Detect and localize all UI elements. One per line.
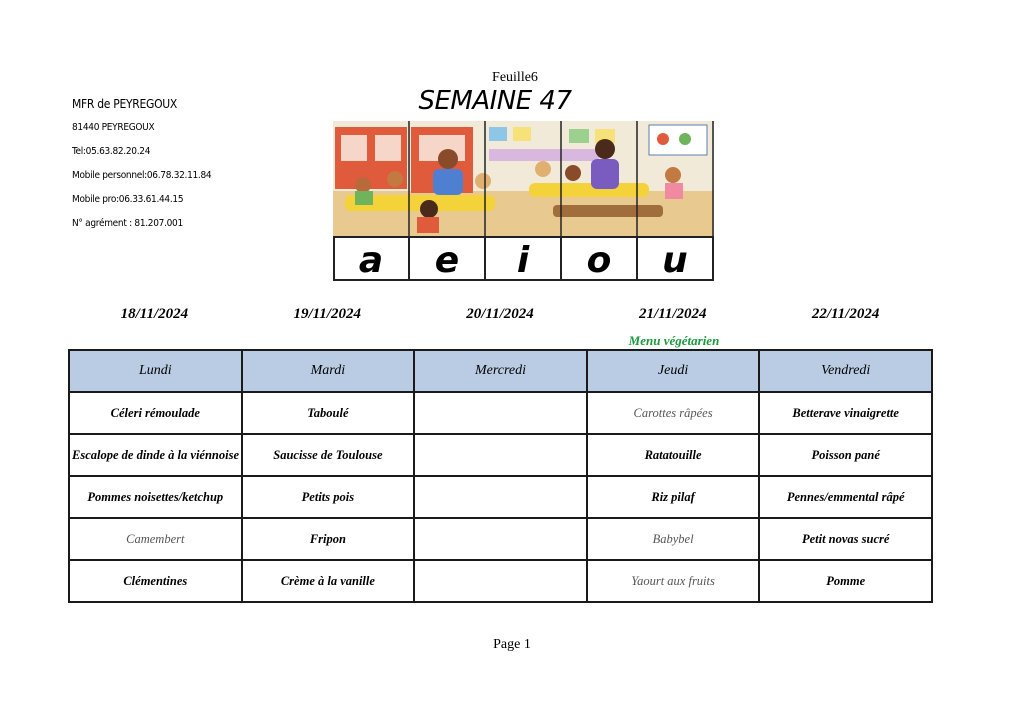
menu-cell [414,560,587,602]
table-row [69,392,932,434]
menu-cell: Ratatouille [587,434,760,476]
vegetarian-note: Menu végétarien [628,333,720,348]
date-friday: 22/11/2024 [811,306,880,322]
menu-cell: Poisson pané [759,434,932,476]
vowel-i: i [516,240,530,281]
vowel-a: a [358,240,384,281]
menu-cell: Taboulé [242,392,415,434]
menu-cell: Pennes/emmental râpé [759,476,932,518]
day-header-tuesday: Mardi [242,350,415,392]
table-row [69,476,932,518]
day-header-friday: Vendredi [759,350,932,392]
table-row [69,434,932,476]
menu-cell: Escalope de dinde à la viénnoise [69,434,242,476]
menu-cell: Petit novas sucré [759,518,932,560]
date-tuesday: 19/11/2024 [293,306,361,322]
menu-cell: Saucisse de Toulouse [242,434,415,476]
menu-cell: Pommes noisettes/ketchup [69,476,242,518]
menu-cell: Betterave vinaigrette [759,392,932,434]
menu-cell: Céleri rémoulade [69,392,242,434]
date-wednesday: 20/11/2024 [466,306,534,322]
day-header-wednesday: Mercredi [414,350,587,392]
menu-cell: Babybel [587,518,760,560]
org-approval: N° agrément : 81.207.001 [72,218,183,229]
menu-cell: Clémentines [69,560,242,602]
menu-cell: Carottes râpées [587,392,760,434]
org-mobile-pro: Mobile pro:06.33.61.44.15 [72,194,184,205]
canteen-illustration [333,121,714,281]
vowel-u: u [662,240,688,281]
contact-block [72,92,211,236]
menu-cell: Crème à la vanille [242,560,415,602]
org-address: 81440 PEYREGOUX [72,122,155,133]
week-title: SEMAINE 47 [418,86,572,116]
day-header-thursday: Jeudi [587,350,760,392]
vowel-o: o [586,240,612,281]
menu-cell: Fripon [242,518,415,560]
menu-cell: Yaourt aux fruits [587,560,760,602]
sheet-title: Feuille6 [492,70,538,85]
date-row [68,306,932,323]
menu-cell: Riz pilaf [587,476,760,518]
org-tel: Tel:05.63.82.20.24 [72,146,151,157]
menu-cell [414,476,587,518]
table-row [69,560,932,602]
menu-header-row [69,350,932,392]
table-row [69,518,932,560]
menu-table [68,349,933,603]
org-name: MFR de PEYREGOUX [72,97,177,111]
date-monday: 18/11/2024 [120,306,189,322]
day-header-monday: Lundi [69,350,242,392]
vowel-e: e [434,240,460,281]
menu-cell [414,434,587,476]
menu-cell: Petits pois [242,476,415,518]
menu-cell [414,518,587,560]
menu-cell: Camembert [69,518,242,560]
date-thursday: 21/11/2024 [639,306,707,322]
page-number: Page 1 [493,637,531,652]
org-mobile-personal: Mobile personnel:06.78.32.11.84 [72,170,212,181]
menu-cell: Pomme [759,560,932,602]
menu-cell [414,392,587,434]
